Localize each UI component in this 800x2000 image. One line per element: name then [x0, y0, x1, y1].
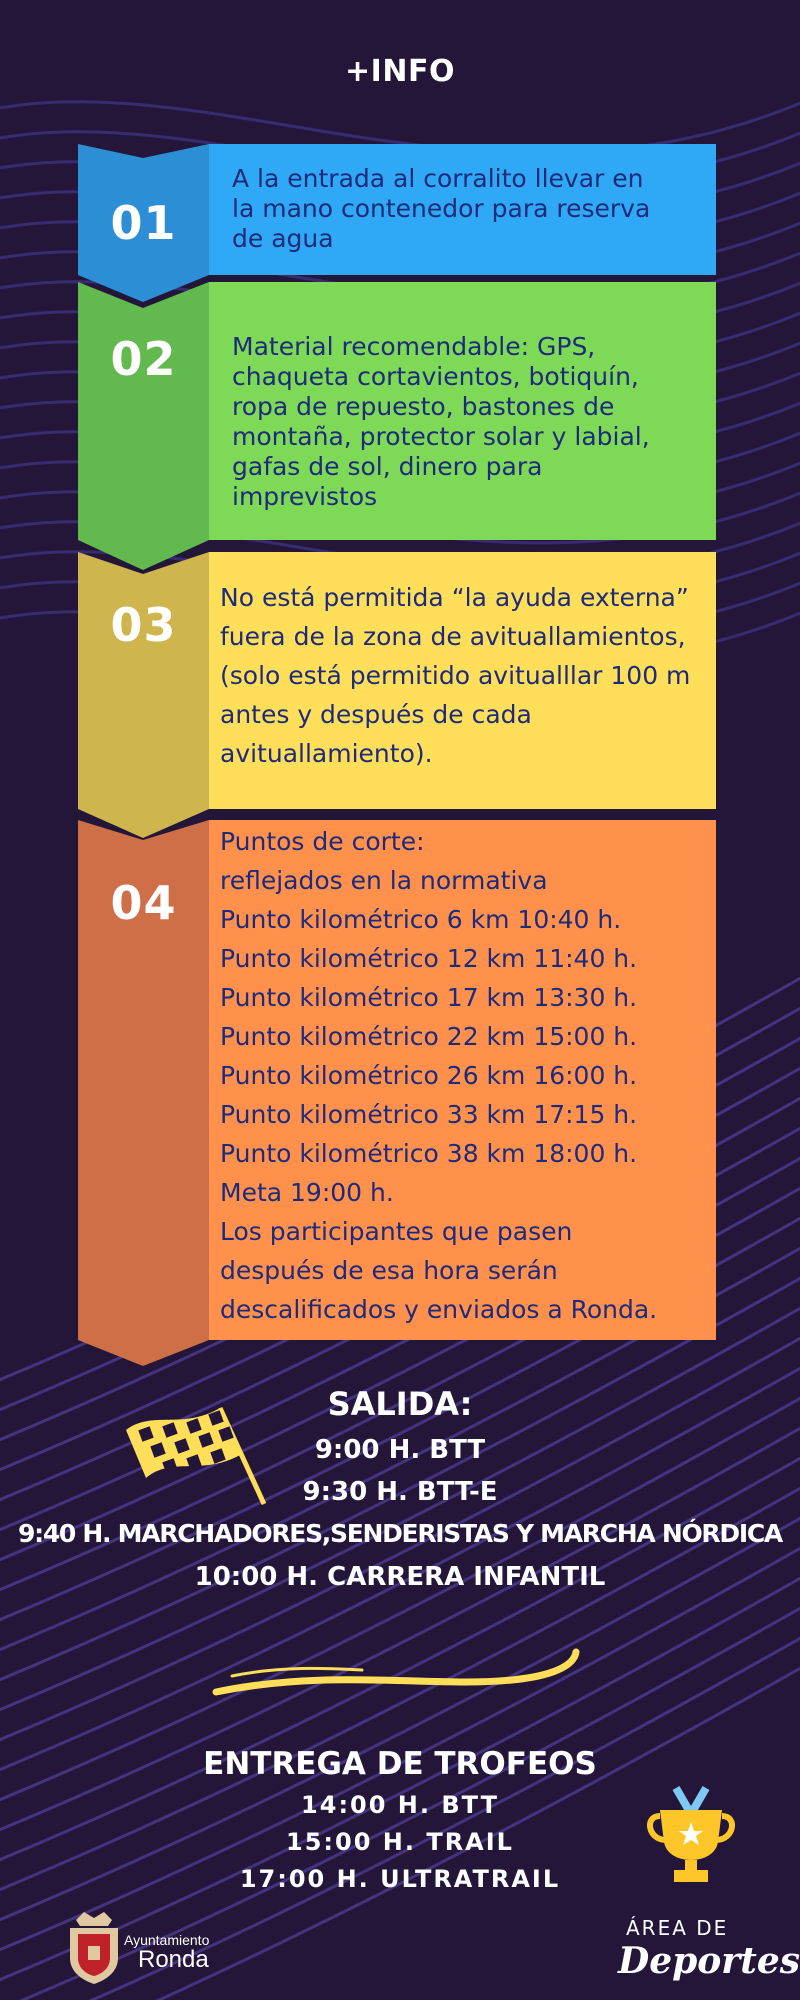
card-number: 01 [110, 196, 177, 250]
salida-line: 9:30 H. BTT-E [302, 1477, 498, 1507]
card-text: No está permitida “la ayuda externa” fuera de la zona de avituallamientos, (solo está permitido avitualllar 100 m antes y después de cada avituallamiento). [220, 583, 691, 768]
salida-line: 9:40 H. MARCHADORES,SENDERISTAS Y MARCHA NÓRDICA [18, 1519, 782, 1548]
info-card-03 [78, 552, 716, 842]
card-text: A la entrada al corralito llevar en la mano contenedor para reserva de agua [232, 164, 651, 253]
deportes-label: Deportes [618, 1940, 800, 1982]
area-label: ÁREA DE [626, 1916, 729, 1940]
card-tab [78, 552, 209, 842]
info-card-02 [78, 282, 716, 572]
card-tab [78, 282, 209, 572]
card-number: 04 [110, 876, 177, 930]
card-text: Material recomendable: GPS, chaqueta cortavientos, botiquín, ropa de repuesto, bastones de montaña, protector solar y labial, gafas de sol, dinero para imprevistos [232, 332, 650, 511]
trofeos-heading: ENTREGA DE TROFEOS [203, 1746, 597, 1782]
trofeos-line: 17:00 H. ULTRATRAIL [239, 1865, 561, 1893]
salida-line: 10:00 H. CARRERA INFANTIL [194, 1562, 606, 1592]
card-number: 02 [110, 332, 177, 386]
salida-heading: SALIDA: [327, 1385, 473, 1423]
logo-text-top: Ayuntamiento [124, 1932, 210, 1948]
decorative-swoosh [212, 1648, 582, 1704]
info-card-04 [78, 820, 716, 1370]
logo-text-bottom: Ronda [138, 1946, 209, 1973]
card-number: 03 [110, 598, 177, 652]
trofeos-line: 15:00 H. TRAIL [286, 1828, 514, 1856]
ayuntamiento-ronda-logo [66, 1912, 236, 1984]
salida-line: 9:00 H. BTT [314, 1435, 486, 1465]
trofeos-line: 14:00 H. BTT [301, 1791, 499, 1819]
coat-of-arms-icon [66, 1912, 122, 1984]
card-text: Puntos de corte: reflejados en la normativa Punto kilométrico 6 km 10:40 h. Punto kilométrico 12 km 11:40 h. Punto kilométrico 17 km 13:30 h. Punto kilométrico 22 km 15:00 h. Punto kilométrico 26 km 16:00 h. Punto kilométrico 33 km 17:15 h. Punto kilométrico 38 km 18:00 h. Meta 19:00 h. Los participantes que pasen después de esa hora serán descalificados y enviados a Ronda. [220, 827, 658, 1324]
page-title: +INFO [345, 54, 455, 89]
trophy-icon [646, 1786, 736, 1886]
info-card-01 [78, 144, 716, 304]
